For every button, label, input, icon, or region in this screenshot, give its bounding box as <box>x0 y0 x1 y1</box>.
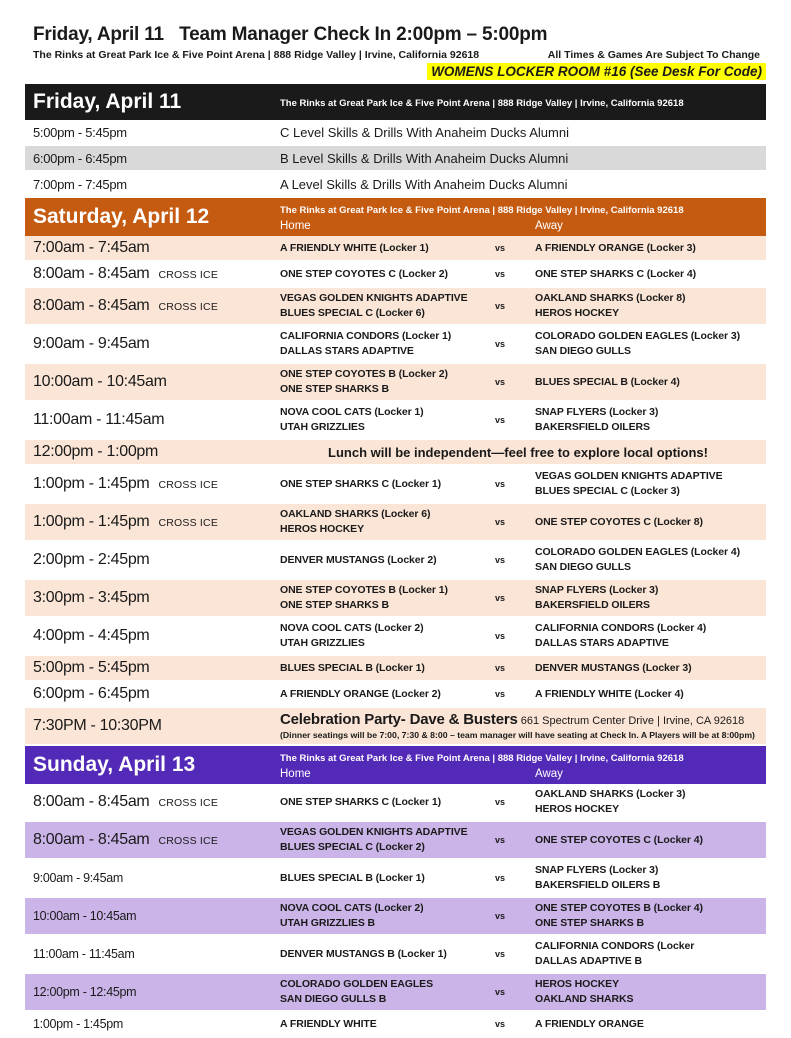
time-cell <box>25 947 280 961</box>
time-text: 6:00pm - 6:45pm <box>33 150 127 166</box>
vs-label: vs <box>495 689 506 699</box>
time-cell <box>25 297 280 315</box>
home-team <box>280 329 495 359</box>
team-name: A FRIENDLY ORANGE (Locker 2) <box>280 687 441 700</box>
time-text: 7:30PM - 10:30PM <box>33 717 162 734</box>
away-team <box>535 977 766 1007</box>
time-text: 8:00am - 8:45am <box>33 793 150 810</box>
time-text: 2:00pm - 2:45pm <box>33 551 150 568</box>
time-cell <box>25 265 280 283</box>
away-team <box>535 375 766 390</box>
cross-ice-tag: CROSS ICE <box>158 269 219 281</box>
home-team <box>280 661 495 676</box>
page-title: Friday, April 11 Team Manager Check In 2:00pm – 5:00pm <box>33 24 548 45</box>
team-name: SNAP FLYERS (Locker 3) <box>535 864 659 876</box>
schedule-row <box>25 784 766 822</box>
home-team <box>280 367 495 397</box>
team-name: HEROS HOCKEY <box>535 307 619 319</box>
team-name: DALLAS ADAPTIVE B <box>535 955 642 967</box>
away-column-label: Away <box>535 220 563 232</box>
vs-label: vs <box>495 593 506 603</box>
team-name: UTAH GRIZZLIES <box>280 637 365 649</box>
time-text: 12:00pm - 1:00pm <box>33 443 159 460</box>
team-name: ONE STEP SHARKS B <box>535 917 644 929</box>
team-name: ONE STEP SHARKS C (Locker 1) <box>280 477 441 490</box>
team-name: A FRIENDLY ORANGE (Locker 3) <box>535 241 696 254</box>
team-name: OAKLAND SHARKS (Locker 6) <box>280 508 431 520</box>
team-name: ONE STEP SHARKS C (Locker 1) <box>280 795 441 808</box>
time-text: 4:00pm - 4:45pm <box>33 627 150 644</box>
team-name: NOVA COOL CATS (Locker 1) <box>280 406 424 418</box>
time-cell <box>25 475 280 493</box>
team-name: NOVA COOL CATS (Locker 2) <box>280 622 424 634</box>
venue-text: The Rinks at Great Park Ice & Five Point Arena | 888 Ridge Valley | Irvine, California 92618 <box>280 753 684 764</box>
team-name: BLUES SPECIAL B (Locker 1) <box>280 661 425 674</box>
team-name: SNAP FLYERS (Locker 3) <box>535 584 659 596</box>
team-name: HEROS HOCKEY <box>535 978 619 990</box>
away-team <box>535 787 766 817</box>
section-sunday <box>25 746 766 1038</box>
team-name: A FRIENDLY WHITE (Locker 1) <box>280 241 429 254</box>
team-name: UTAH GRIZZLIES B <box>280 917 376 929</box>
vs-label: vs <box>495 517 506 527</box>
home-team <box>280 507 495 537</box>
vs-label: vs <box>495 243 506 253</box>
team-name: NOVA COOL CATS (Locker 2) <box>280 902 424 914</box>
locker-note-row <box>25 63 766 80</box>
time-text: 8:00am - 8:45am <box>33 831 150 848</box>
schedule-row <box>25 262 766 288</box>
schedule-row <box>25 172 766 198</box>
away-team <box>535 545 766 575</box>
time-cell <box>25 443 280 461</box>
team-name: BAKERSFIELD OILERS B <box>535 879 661 891</box>
time-text: 7:00am - 7:45am <box>33 239 150 256</box>
venue-address: The Rinks at Great Park Ice & Five Point Arena | 888 Ridge Valley | Irvine, California 92618 <box>33 49 480 61</box>
schedule-row <box>25 974 766 1012</box>
team-name: HEROS HOCKEY <box>280 523 364 535</box>
home-team <box>280 405 495 435</box>
time-cell <box>25 239 280 257</box>
section-saturday <box>25 198 766 746</box>
schedule-row <box>25 656 766 682</box>
schedule-row <box>25 708 766 746</box>
time-cell <box>25 685 280 703</box>
team-name: COLORADO GOLDEN EAGLES <box>280 978 433 990</box>
document-header <box>25 24 766 80</box>
team-name: CALIFORNIA CONDORS (Locker <box>535 940 695 952</box>
time-cell <box>25 513 280 531</box>
schedule-row <box>25 682 766 708</box>
party-address: 661 Spectrum Center Drive | Irvine, CA 92618 <box>517 715 745 727</box>
team-name: SAN DIEGO GULLS B <box>280 993 387 1005</box>
home-team <box>280 553 495 568</box>
away-team <box>535 267 766 282</box>
team-name: UTAH GRIZZLIES <box>280 421 365 433</box>
team-name: BAKERSFIELD OILERS <box>535 599 650 611</box>
team-name: ONE STEP SHARKS C (Locker 4) <box>535 267 696 280</box>
day-banner-sunday <box>25 746 766 784</box>
team-name: DENVER MUSTANGS (Locker 2) <box>280 553 437 566</box>
schedule-row <box>25 618 766 656</box>
team-name: OAKLAND SHARKS (Locker 3) <box>535 788 686 800</box>
vs-label: vs <box>495 339 506 349</box>
party-info <box>280 711 766 741</box>
schedule-row <box>25 860 766 898</box>
day-banner-saturday <box>25 198 766 236</box>
schedule-row <box>25 542 766 580</box>
schedule-row <box>25 898 766 936</box>
time-text: 10:00am - 10:45am <box>33 909 137 923</box>
home-team <box>280 241 495 256</box>
away-team <box>535 621 766 651</box>
home-team <box>280 267 495 282</box>
team-name: COLORADO GOLDEN EAGLES (Locker 4) <box>535 546 740 558</box>
vs-label: vs <box>495 377 506 387</box>
away-team <box>535 863 766 893</box>
away-team <box>535 583 766 613</box>
party-details: (Dinner seatings will be 7:00, 7:30 & 8:00 – team manager will have seating at Check In. A Players will be at 8:00pm) <box>280 730 755 740</box>
away-team <box>535 241 766 256</box>
time-cell <box>25 551 280 569</box>
team-name: ONE STEP COYOTES C (Locker 2) <box>280 267 448 280</box>
team-name: ONE STEP COYOTES B (Locker 4) <box>535 902 703 914</box>
schedule-row <box>25 504 766 542</box>
time-text: 8:00am - 8:45am <box>33 297 150 314</box>
subject-to-change-notice: All Times & Games Are Subject To Change <box>547 49 760 61</box>
cross-ice-tag: CROSS ICE <box>158 797 219 809</box>
team-name: ONE STEP COYOTES C (Locker 8) <box>535 515 703 528</box>
time-cell <box>25 177 280 192</box>
team-name: SAN DIEGO GULLS <box>535 345 631 357</box>
event-text: C Level Skills & Drills With Anaheim Ducks Alumni <box>280 124 569 140</box>
home-team <box>280 947 495 962</box>
team-name: VEGAS GOLDEN KNIGHTS ADAPTIVE <box>535 470 723 482</box>
vs-label: vs <box>495 797 506 807</box>
schedule-row <box>25 580 766 618</box>
team-name: SNAP FLYERS (Locker 3) <box>535 406 659 418</box>
team-name: BLUES SPECIAL C (Locker 3) <box>535 485 680 497</box>
schedule-row <box>25 364 766 402</box>
vs-label: vs <box>495 835 506 845</box>
time-cell <box>25 125 280 140</box>
away-team <box>535 291 766 321</box>
event-text: B Level Skills & Drills With Anaheim Ducks Alumni <box>280 150 569 166</box>
schedule-row <box>25 120 766 146</box>
away-team <box>535 1017 766 1032</box>
team-name: A FRIENDLY ORANGE <box>535 1017 644 1030</box>
time-cell <box>25 717 280 735</box>
venue-text: The Rinks at Great Park Ice & Five Point Arena | 888 Ridge Valley | Irvine, California 92618 <box>280 205 684 216</box>
party-title-line <box>280 711 766 730</box>
time-text: 11:00am - 11:45am <box>33 947 135 961</box>
vs-label: vs <box>495 555 506 565</box>
cross-ice-tag: CROSS ICE <box>158 835 219 847</box>
time-cell <box>25 335 280 353</box>
vs-label: vs <box>495 911 506 921</box>
away-team <box>535 939 766 969</box>
schedule-row <box>25 326 766 364</box>
time-cell <box>25 373 280 391</box>
time-text: 9:00am - 9:45am <box>33 871 123 885</box>
sections <box>25 84 766 1038</box>
schedule-row <box>25 822 766 860</box>
cross-ice-tag: CROSS ICE <box>158 301 219 313</box>
team-name: ONE STEP SHARKS B <box>280 599 389 611</box>
time-cell <box>25 871 280 885</box>
cross-ice-tag: CROSS ICE <box>158 479 219 491</box>
home-team <box>280 901 495 931</box>
team-name: OAKLAND SHARKS (Locker 8) <box>535 292 686 304</box>
team-name: ONE STEP SHARKS B <box>280 383 389 395</box>
vs-label: vs <box>495 415 506 425</box>
home-team <box>280 477 495 492</box>
time-cell <box>25 793 280 811</box>
time-text: 5:00pm - 5:45pm <box>33 659 150 676</box>
home-team <box>280 621 495 651</box>
section-friday <box>25 84 766 198</box>
day-banner-friday <box>25 84 766 120</box>
team-name: DALLAS STARS ADAPTIVE <box>535 637 669 649</box>
team-name: HEROS HOCKEY <box>535 803 619 815</box>
away-team <box>535 405 766 435</box>
time-text: 11:00am - 11:45am <box>33 411 165 428</box>
team-name: VEGAS GOLDEN KNIGHTS ADAPTIVE <box>280 292 468 304</box>
home-team <box>280 1017 495 1032</box>
time-text: 3:00pm - 3:45pm <box>33 589 150 606</box>
vs-label: vs <box>495 873 506 883</box>
day-label: Friday, April 11 <box>33 90 182 113</box>
team-name: DALLAS STARS ADAPTIVE <box>280 345 414 357</box>
vs-label: vs <box>495 301 506 311</box>
home-team <box>280 825 495 855</box>
time-cell <box>25 831 280 849</box>
team-name: SAN DIEGO GULLS <box>535 561 631 573</box>
home-team <box>280 795 495 810</box>
schedule-row <box>25 440 766 466</box>
team-name: CALIFORNIA CONDORS (Locker 4) <box>535 622 707 634</box>
time-cell <box>25 411 280 429</box>
time-cell <box>25 589 280 607</box>
away-column-label: Away <box>535 768 563 780</box>
team-name: BLUES SPECIAL B (Locker 4) <box>535 375 680 388</box>
schedule-row <box>25 1012 766 1038</box>
time-text: 10:00am - 10:45am <box>33 373 167 390</box>
time-cell <box>25 909 280 923</box>
time-text: 12:00pm - 12:45pm <box>33 985 137 999</box>
team-name: OAKLAND SHARKS <box>535 993 634 1005</box>
time-text: 1:00pm - 1:45pm <box>33 475 150 492</box>
day-label: Saturday, April 12 <box>33 205 210 228</box>
time-text: 7:00pm - 7:45pm <box>33 176 127 192</box>
team-name: BLUES SPECIAL C (Locker 6) <box>280 307 425 319</box>
away-team <box>535 687 766 702</box>
team-name: DENVER MUSTANGS B (Locker 1) <box>280 947 447 960</box>
venue-text: The Rinks at Great Park Ice & Five Point Arena | 888 Ridge Valley | Irvine, California 92618 <box>280 98 684 109</box>
locker-room-note: WOMENS LOCKER ROOM #16 (See Desk For Code) <box>427 63 766 80</box>
team-name: COLORADO GOLDEN EAGLES (Locker 3) <box>535 330 740 342</box>
team-name: BAKERSFIELD OILERS <box>535 421 650 433</box>
schedule-row <box>25 146 766 172</box>
team-name: BLUES SPECIAL C (Locker 2) <box>280 841 425 853</box>
team-name: ONE STEP COYOTES B (Locker 1) <box>280 584 448 596</box>
time-cell <box>25 1017 280 1031</box>
schedule-row <box>25 236 766 262</box>
away-team <box>535 329 766 359</box>
cross-ice-tag: CROSS ICE <box>158 517 219 529</box>
away-team <box>535 901 766 931</box>
home-column-label: Home <box>280 220 311 232</box>
schedule-row <box>25 466 766 504</box>
time-text: 8:00am - 8:45am <box>33 265 150 282</box>
header-subrow <box>25 49 766 61</box>
vs-label: vs <box>495 663 506 673</box>
team-name: ONE STEP COYOTES B (Locker 2) <box>280 368 448 380</box>
time-cell <box>25 985 280 999</box>
time-text: 1:00pm - 1:45pm <box>33 1017 123 1031</box>
time-text: 1:00pm - 1:45pm <box>33 513 150 530</box>
schedule-row <box>25 288 766 326</box>
team-name: CALIFORNIA CONDORS (Locker 1) <box>280 330 452 342</box>
team-name: VEGAS GOLDEN KNIGHTS ADAPTIVE <box>280 826 468 838</box>
time-cell <box>25 151 280 166</box>
home-team <box>280 871 495 886</box>
home-column-label: Home <box>280 768 311 780</box>
away-team <box>535 469 766 499</box>
home-team <box>280 291 495 321</box>
day-label: Sunday, April 13 <box>33 753 196 776</box>
time-cell <box>25 659 280 677</box>
schedule-row <box>25 936 766 974</box>
team-name: DENVER MUSTANGS (Locker 3) <box>535 661 692 674</box>
vs-label: vs <box>495 987 506 997</box>
home-team <box>280 977 495 1007</box>
team-name: A FRIENDLY WHITE (Locker 4) <box>535 687 684 700</box>
away-team <box>535 833 766 848</box>
time-text: 9:00am - 9:45am <box>33 335 150 352</box>
vs-label: vs <box>495 631 506 641</box>
home-team <box>280 687 495 702</box>
vs-label: vs <box>495 269 506 279</box>
vs-label: vs <box>495 479 506 489</box>
party-title: Celebration Party- Dave & Busters <box>280 711 518 728</box>
lunch-note: Lunch will be independent—feel free to explore local options! <box>328 444 708 460</box>
vs-label: vs <box>495 1019 506 1029</box>
team-name: ONE STEP COYOTES C (Locker 4) <box>535 833 703 846</box>
team-name: BLUES SPECIAL B (Locker 1) <box>280 871 425 884</box>
schedule-row <box>25 402 766 440</box>
home-team <box>280 583 495 613</box>
event-text: A Level Skills & Drills With Anaheim Ducks Alumni <box>280 176 568 192</box>
away-team <box>535 661 766 676</box>
time-text: 6:00pm - 6:45pm <box>33 685 150 702</box>
time-text: 5:00pm - 5:45pm <box>33 124 127 140</box>
time-cell <box>25 627 280 645</box>
away-team <box>535 515 766 530</box>
team-name: A FRIENDLY WHITE <box>280 1017 377 1030</box>
vs-label: vs <box>495 949 506 959</box>
